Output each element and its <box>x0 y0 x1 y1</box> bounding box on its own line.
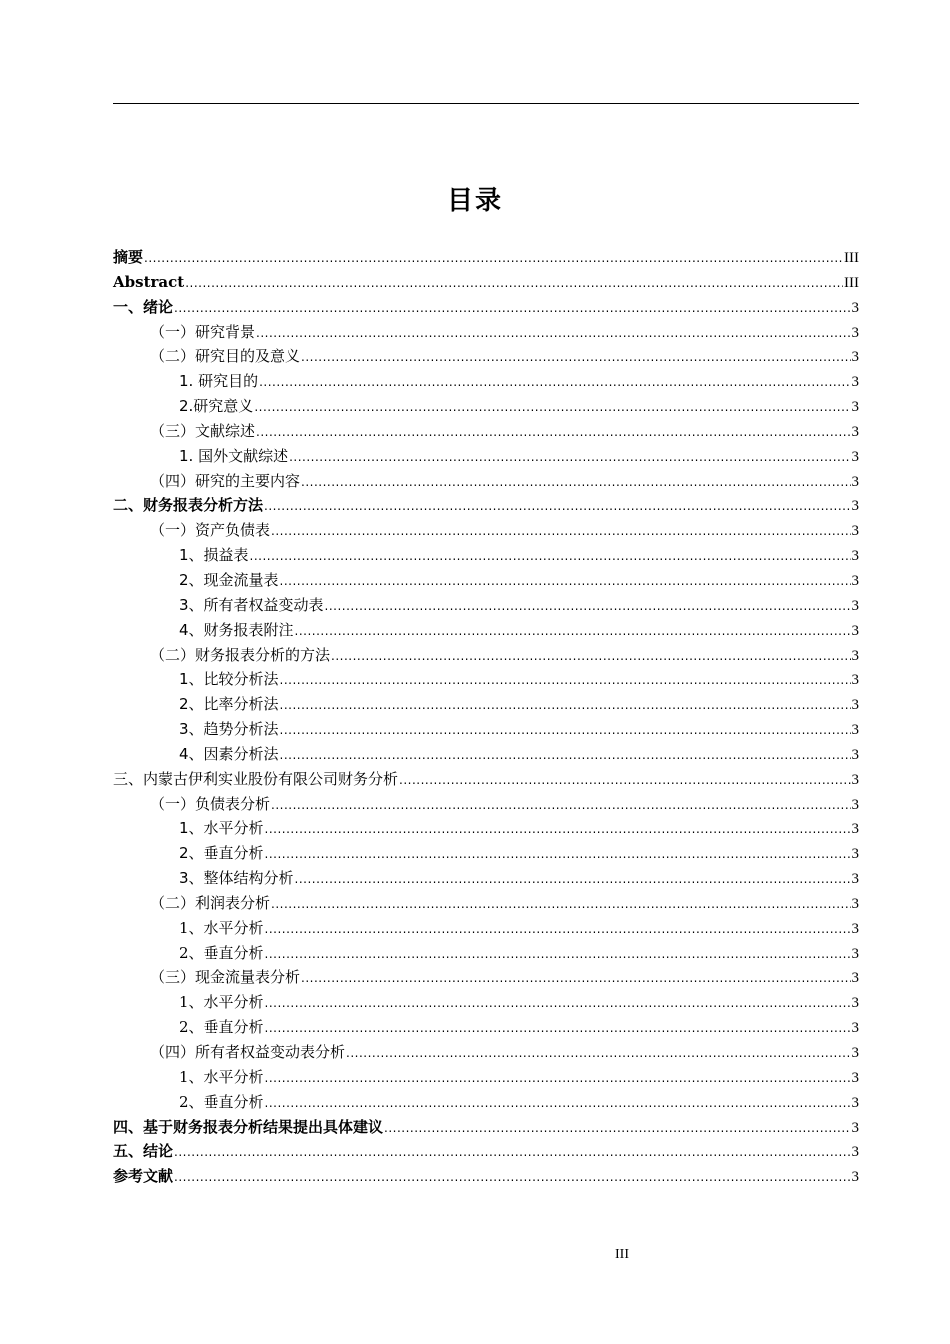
toc-entry[interactable] <box>113 618 859 643</box>
toc-entry-label: （四）研究的主要内容 <box>150 471 301 490</box>
toc-entry-page: 3 <box>851 697 859 714</box>
toc-dot-leader <box>264 494 850 519</box>
toc-entry-label: 2、垂直分析 <box>179 844 264 863</box>
toc-entry-label: 摘要 <box>113 248 144 266</box>
toc-entry-page: 3 <box>851 995 859 1012</box>
toc-entry-label: 3、整体结构分析 <box>179 869 294 888</box>
toc-entry-page: 3 <box>851 970 859 987</box>
toc-entry-label: 四、基于财务报表分析结果提出具体建议 <box>113 1117 384 1136</box>
page-number: III <box>615 1247 629 1262</box>
toc-entry-page: 3 <box>851 523 859 540</box>
toc-entry[interactable] <box>113 891 859 916</box>
toc-entry-page: 3 <box>851 1144 859 1161</box>
toc-entry[interactable] <box>113 1040 859 1065</box>
toc-entry[interactable] <box>113 866 859 891</box>
toc-dot-leader <box>259 370 850 395</box>
toc-entry[interactable] <box>113 1015 859 1040</box>
toc-dot-leader <box>301 966 850 991</box>
toc-entry[interactable] <box>113 916 859 941</box>
toc-entry-label: 2、现金流量表 <box>179 570 279 589</box>
toc-entry-label: 三、内蒙古伊利实业股份有限公司财务分析 <box>113 769 399 788</box>
toc-dot-leader <box>174 1165 850 1190</box>
toc-entry-label: （三）现金流量表分析 <box>150 968 301 987</box>
toc-entry[interactable] <box>113 965 859 990</box>
toc-dot-leader <box>295 619 851 644</box>
toc-entry-label: 2、垂直分析 <box>179 1018 264 1037</box>
toc-dot-leader <box>325 594 851 619</box>
toc-dot-leader <box>331 644 850 669</box>
toc-dot-leader <box>174 296 850 321</box>
toc-entry-page: 3 <box>851 1119 859 1136</box>
toc-entry[interactable] <box>113 295 859 320</box>
toc-entry-page: 3 <box>851 871 859 888</box>
toc-dot-leader <box>280 718 851 743</box>
toc-dot-leader <box>144 246 843 271</box>
toc-entry-page: 3 <box>851 374 859 391</box>
toc-entry[interactable] <box>113 419 859 444</box>
toc-entry-page: 3 <box>851 324 859 341</box>
toc-entry-label: 1、水平分析 <box>179 993 264 1012</box>
page-title: 目录 <box>446 186 503 217</box>
toc-dot-leader <box>265 817 851 842</box>
toc-entry[interactable] <box>113 717 859 742</box>
toc-dot-leader <box>289 445 850 470</box>
toc-entry-page: 3 <box>851 1069 859 1086</box>
toc-entry[interactable] <box>113 990 859 1015</box>
toc-entry-label: 2、比率分析法 <box>179 695 279 714</box>
toc-entry-page: 3 <box>851 945 859 962</box>
toc-entry[interactable] <box>113 941 859 966</box>
toc-entry[interactable] <box>113 593 859 618</box>
toc-dot-leader <box>265 842 851 867</box>
toc-entry[interactable] <box>113 1139 859 1164</box>
toc-dot-leader <box>250 544 851 569</box>
toc-entry[interactable] <box>113 369 859 394</box>
toc-entry-label: 3、趋势分析法 <box>179 720 279 739</box>
toc-dot-leader <box>265 917 851 942</box>
toc-entry-page: 3 <box>851 572 859 589</box>
toc-entry-page: III <box>844 250 859 266</box>
toc-entry[interactable] <box>113 1065 859 1090</box>
toc-entry-label: 2、垂直分析 <box>179 1092 264 1111</box>
toc-entry-page: 3 <box>851 349 859 366</box>
toc-entry-page: 3 <box>851 647 859 664</box>
toc-entry-label: （二）利润表分析 <box>150 893 271 912</box>
toc-entry[interactable] <box>113 643 859 668</box>
toc-dot-leader <box>265 1066 851 1091</box>
toc-entry-page: 3 <box>851 448 859 465</box>
toc-entry[interactable] <box>113 767 859 792</box>
toc-entry-page: III <box>844 274 859 291</box>
toc-entry-label: 二、财务报表分析方法 <box>113 496 264 515</box>
toc-dot-leader <box>174 1140 850 1165</box>
toc-entry-page: 3 <box>851 548 859 565</box>
toc-entry-page: 3 <box>851 423 859 440</box>
toc-dot-leader <box>346 1041 850 1066</box>
toc-entry[interactable] <box>113 692 859 717</box>
toc-dot-leader <box>301 470 850 495</box>
toc-entry-label: 1、水平分析 <box>179 1067 264 1086</box>
toc-entry[interactable] <box>113 792 859 817</box>
table-of-contents <box>113 245 859 1189</box>
toc-entry-page: 3 <box>851 622 859 639</box>
toc-dot-leader <box>280 668 851 693</box>
toc-dot-leader <box>295 867 851 892</box>
toc-entry-page: 3 <box>851 498 859 515</box>
toc-entry-page: 3 <box>851 895 859 912</box>
toc-entry-label: （三）文献综述 <box>150 421 256 440</box>
toc-entry-label: （四）所有者权益变动表分析 <box>150 1043 346 1061</box>
toc-entry-label: 2、垂直分析 <box>179 943 264 962</box>
toc-dot-leader <box>271 793 850 818</box>
toc-entry-page: 3 <box>851 821 859 838</box>
header-rule <box>113 103 859 104</box>
toc-entry-page: 3 <box>851 846 859 863</box>
toc-entry-label: 2.研究意义 <box>179 397 254 416</box>
toc-dot-leader <box>384 1116 850 1141</box>
toc-entry-label: 1、损益表 <box>179 546 249 565</box>
toc-entry[interactable] <box>113 320 859 345</box>
toc-dot-leader <box>265 942 851 967</box>
toc-entry[interactable] <box>113 344 859 369</box>
toc-entry[interactable] <box>113 493 859 518</box>
toc-dot-leader <box>265 1091 851 1116</box>
toc-entry[interactable] <box>113 543 859 568</box>
toc-entry-label: 1. 研究目的 <box>179 372 259 391</box>
toc-entry-label: 五、结论 <box>113 1142 174 1161</box>
toc-dot-leader <box>271 519 850 544</box>
toc-entry-page: 3 <box>851 771 859 788</box>
toc-dot-leader <box>280 693 851 718</box>
toc-dot-leader <box>271 892 850 917</box>
toc-entry-page: 3 <box>851 399 859 416</box>
toc-entry-label: 3、所有者权益变动表 <box>179 595 324 614</box>
toc-entry-page: 3 <box>851 796 859 813</box>
toc-entry-label: Abstract <box>113 272 185 291</box>
toc-entry[interactable] <box>113 469 859 494</box>
toc-entry-label: （一）资产负债表 <box>150 521 271 540</box>
toc-dot-leader <box>185 271 843 296</box>
toc-entry-label: 参考文献 <box>113 1167 174 1186</box>
toc-entry-label: （一）研究背景 <box>150 322 256 341</box>
toc-entry-page: 3 <box>851 672 859 689</box>
toc-dot-leader <box>256 321 850 346</box>
toc-entry-page: 3 <box>851 1169 859 1186</box>
toc-entry-page: 3 <box>851 1045 859 1061</box>
toc-entry-label: 一、绪论 <box>113 297 174 316</box>
toc-entry-page: 3 <box>851 597 859 614</box>
toc-dot-leader <box>254 395 850 420</box>
toc-entry-page: 3 <box>851 920 859 937</box>
toc-entry[interactable] <box>113 742 859 767</box>
toc-entry-label: 1、比较分析法 <box>179 670 279 689</box>
toc-entry[interactable] <box>113 841 859 866</box>
toc-entry[interactable] <box>113 568 859 593</box>
toc-entry-page: 3 <box>851 299 859 316</box>
toc-entry[interactable] <box>113 667 859 692</box>
toc-entry-page: 3 <box>851 746 859 763</box>
toc-entry-label: 1. 国外文献综述 <box>179 446 289 465</box>
toc-entry[interactable] <box>113 245 859 270</box>
toc-entry[interactable] <box>113 518 859 543</box>
toc-dot-leader <box>265 1016 851 1041</box>
toc-dot-leader <box>399 768 850 793</box>
toc-dot-leader <box>280 743 851 768</box>
toc-entry[interactable] <box>113 1164 859 1189</box>
toc-entry-label: 4、因素分析法 <box>179 744 279 763</box>
toc-entry[interactable] <box>113 1090 859 1115</box>
toc-dot-leader <box>280 569 851 594</box>
toc-entry-label: （二）财务报表分析的方法 <box>150 645 331 664</box>
toc-dot-leader <box>265 991 851 1016</box>
toc-entry-label: 1、水平分析 <box>179 819 264 838</box>
toc-entry-label: （二）研究目的及意义 <box>150 347 301 366</box>
toc-entry-label: （一）负债表分析 <box>150 794 271 813</box>
toc-entry-page: 3 <box>851 473 859 490</box>
toc-entry-label: 4、财务报表附注 <box>179 620 294 639</box>
toc-entry[interactable] <box>113 816 859 841</box>
toc-dot-leader <box>301 345 850 370</box>
toc-entry[interactable] <box>113 444 859 469</box>
toc-entry-page: 3 <box>851 722 859 739</box>
toc-entry-page: 3 <box>851 1094 859 1111</box>
toc-entry-page: 3 <box>851 1020 859 1037</box>
toc-entry[interactable] <box>113 394 859 419</box>
toc-entry-label: 1、水平分析 <box>179 918 264 937</box>
toc-entry[interactable] <box>113 270 859 295</box>
toc-entry[interactable] <box>113 1115 859 1140</box>
toc-dot-leader <box>256 420 850 445</box>
